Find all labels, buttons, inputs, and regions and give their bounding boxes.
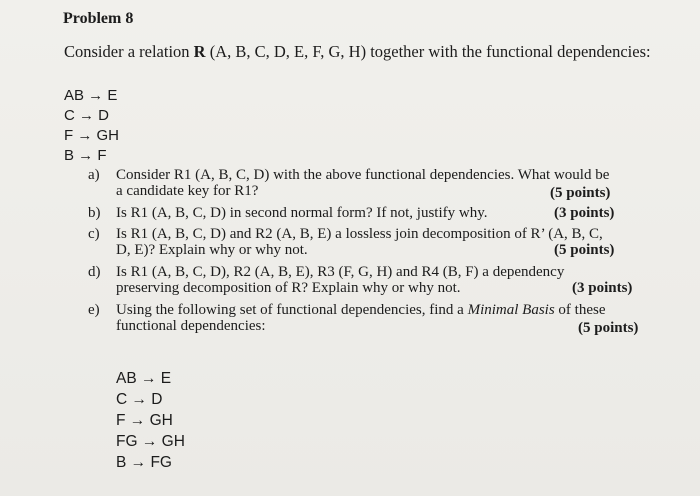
- dependency-item: AB → E: [64, 87, 118, 104]
- basis-dependency-item: C → D: [116, 391, 163, 408]
- intro-sentence: [64, 42, 694, 62]
- question-line: preserving decomposition of R? Explain why or why not.: [116, 280, 461, 296]
- question-line: a candidate key for R1?: [116, 183, 259, 199]
- points-label: (3 points): [572, 280, 633, 296]
- question-line: functional dependencies:: [116, 318, 266, 334]
- question-text: of these: [554, 302, 606, 318]
- problem-title: Problem 8: [63, 10, 134, 27]
- question-line: Is R1 (A, B, C, D) and R2 (A, B, E) a lossless join decomposition of R’ (A, B, C,: [116, 226, 603, 242]
- intro-relation: R: [193, 42, 206, 61]
- question-emphasis: Minimal Basis: [467, 302, 555, 318]
- question-text: Using the following set of functional dependencies, find a: [116, 302, 468, 318]
- basis-dependency-list: [116, 368, 185, 473]
- dependency-list: [64, 86, 119, 166]
- basis-dependency-item: F → GH: [116, 412, 173, 429]
- basis-dependency-item: B → FG: [116, 454, 172, 471]
- basis-dependency-item: AB → E: [116, 370, 172, 387]
- intro-before: Consider a relation: [64, 42, 194, 61]
- dependency-item: B → F: [64, 147, 107, 164]
- question-label: b): [88, 205, 101, 221]
- basis-dependency-item: FG → GH: [116, 433, 185, 450]
- question-label: a): [88, 167, 100, 183]
- question-line: Consider R1 (A, B, C, D) with the above functional dependencies. What would be: [116, 167, 610, 183]
- question-line: Is R1 (A, B, C, D), R2 (A, B, E), R3 (F, G, H) and R4 (B, F) a dependency: [116, 264, 565, 280]
- question-label: d): [88, 264, 101, 280]
- dependency-item: F → GH: [64, 127, 119, 144]
- intro-after: (A, B, C, D, E, F, G, H) together with the functional dependencies:: [205, 42, 651, 61]
- question-line: [116, 302, 676, 318]
- question-line: Is R1 (A, B, C, D) in second normal form? If not, justify why.: [116, 205, 488, 221]
- points-label: (5 points): [578, 320, 639, 336]
- dependency-item: C → D: [64, 107, 109, 124]
- points-label: (3 points): [554, 205, 615, 221]
- question-line: D, E)? Explain why or why not.: [116, 242, 308, 258]
- points-label: (5 points): [554, 242, 615, 258]
- question-label: e): [88, 302, 100, 318]
- points-label: (5 points): [550, 185, 611, 201]
- question-label: c): [88, 226, 100, 242]
